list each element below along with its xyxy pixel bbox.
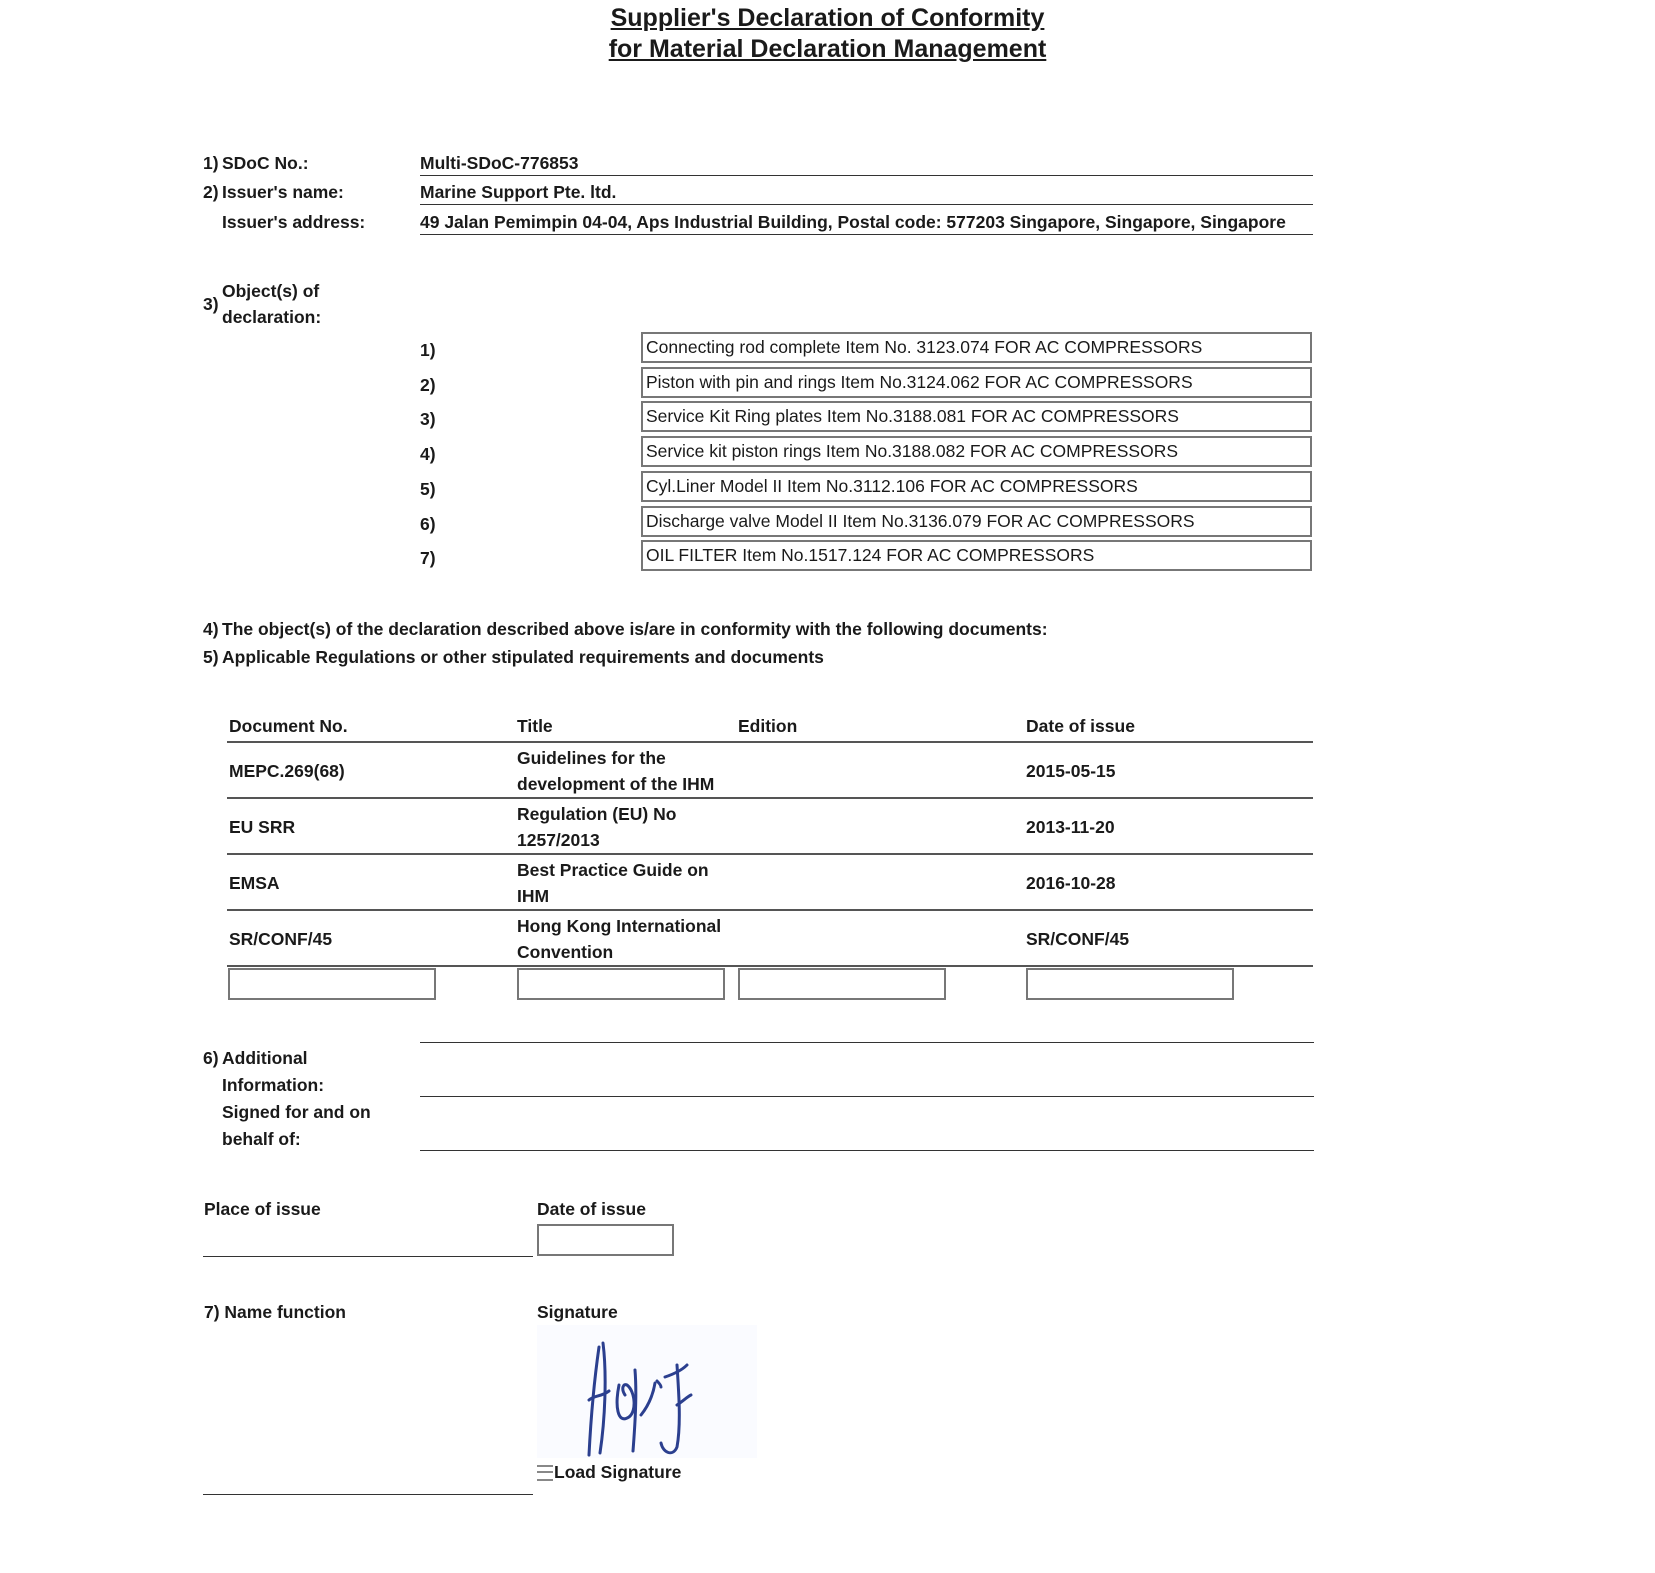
- table-divider: [227, 797, 1313, 799]
- section-5-number: 5): [203, 647, 219, 667]
- document-title-line2: for Material Declaration Management: [608, 35, 1047, 63]
- new-document-no-input[interactable]: [228, 968, 436, 1000]
- table-divider: [227, 909, 1313, 911]
- issuer-name-value: Marine Support Pte. ltd.: [420, 182, 1313, 205]
- table-cell-doc-no: EMSA: [229, 873, 280, 893]
- objects-label-line2: declaration:: [222, 307, 322, 327]
- table-cell-doc-no: SR/CONF/45: [229, 929, 333, 949]
- additional-info-label-line1: Additional: [222, 1048, 308, 1068]
- table-cell-title-line1: Hong Kong International: [517, 916, 722, 936]
- table-divider: [227, 965, 1313, 967]
- signed-for-label-line1: Signed for and on: [222, 1102, 371, 1122]
- place-of-issue-field[interactable]: [203, 1232, 533, 1257]
- section-2-number: 2): [203, 182, 219, 202]
- object-field[interactable]: OIL FILTER Item No.1517.124 FOR AC COMPRESSORS: [641, 540, 1312, 571]
- column-header-edition: Edition: [738, 716, 798, 736]
- object-number: 6): [420, 514, 436, 534]
- signed-for-label-line2: behalf of:: [222, 1129, 301, 1149]
- new-date-input[interactable]: [1026, 968, 1234, 1000]
- name-function-label: 7) Name function: [204, 1302, 346, 1322]
- name-function-field[interactable]: [203, 1470, 533, 1495]
- object-number: 2): [420, 375, 436, 395]
- table-cell-title-line1: Guidelines for the: [517, 748, 666, 768]
- column-header-date: Date of issue: [1026, 716, 1135, 736]
- date-of-issue-label: Date of issue: [537, 1199, 646, 1219]
- objects-label-line1: Object(s) of: [222, 281, 320, 301]
- sdoc-no-value: Multi-SDoC-776853: [420, 153, 1313, 176]
- date-of-issue-input[interactable]: [537, 1224, 674, 1256]
- object-number: 1): [420, 340, 436, 360]
- object-field[interactable]: Cyl.Liner Model II Item No.3112.106 FOR AC COMPRESSORS: [641, 471, 1312, 502]
- table-cell-title-line2: IHM: [517, 886, 550, 906]
- handwritten-signature: [537, 1325, 757, 1458]
- table-cell-title-line2: Convention: [517, 942, 614, 962]
- conformity-statement: The object(s) of the declaration described above is/are in conformity with the following documents:: [222, 619, 1048, 639]
- additional-info-field-2[interactable]: [420, 1074, 1314, 1097]
- table-cell-date: 2016-10-28: [1026, 873, 1116, 893]
- issuer-address-value: 49 Jalan Pemimpin 04-04, Aps Industrial Building, Postal code: 577203 Singapore, Singapore, Singapore: [420, 212, 1313, 235]
- object-number: 5): [420, 479, 436, 499]
- object-field[interactable]: Service Kit Ring plates Item No.3188.081 FOR AC COMPRESSORS: [641, 401, 1312, 432]
- signature-image: [537, 1325, 757, 1458]
- issuer-name-label: Issuer's name:: [222, 182, 344, 202]
- signature-label: Signature: [537, 1302, 618, 1322]
- table-cell-doc-no: MEPC.269(68): [229, 761, 345, 781]
- section-4-number: 4): [203, 619, 219, 639]
- table-cell-date: 2015-05-15: [1026, 761, 1116, 781]
- place-of-issue-label: Place of issue: [204, 1199, 321, 1219]
- additional-info-label-line2: Information:: [222, 1075, 325, 1095]
- column-header-document-no: Document No.: [229, 716, 348, 736]
- column-header-title: Title: [517, 716, 553, 736]
- object-number: 4): [420, 444, 436, 464]
- object-field[interactable]: Service kit piston rings Item No.3188.082 FOR AC COMPRESSORS: [641, 436, 1312, 467]
- table-divider: [227, 741, 1313, 743]
- menu-lines-icon: [537, 1465, 553, 1481]
- object-field[interactable]: Discharge valve Model II Item No.3136.079 FOR AC COMPRESSORS: [641, 506, 1312, 537]
- section-1-number: 1): [203, 153, 219, 173]
- object-number: 3): [420, 409, 436, 429]
- regulations-heading: Applicable Regulations or other stipulated requirements and documents: [222, 647, 824, 667]
- section-3-number: 3): [203, 294, 219, 314]
- table-cell-doc-no: EU SRR: [229, 817, 296, 837]
- table-cell-date: SR/CONF/45: [1026, 929, 1130, 949]
- issuer-address-label: Issuer's address:: [222, 212, 366, 232]
- object-number: 7): [420, 548, 436, 568]
- document-title-line1: Supplier's Declaration of Conformity: [610, 4, 1045, 32]
- section-6-number: 6): [203, 1048, 219, 1068]
- table-cell-title-line2: development of the IHM: [517, 774, 715, 794]
- object-field[interactable]: Piston with pin and rings Item No.3124.062 FOR AC COMPRESSORS: [641, 367, 1312, 398]
- table-divider: [227, 853, 1313, 855]
- new-title-input[interactable]: [517, 968, 725, 1000]
- load-signature-button[interactable]: [537, 1462, 681, 1483]
- table-cell-title-line1: Regulation (EU) No: [517, 804, 677, 824]
- new-edition-input[interactable]: [738, 968, 946, 1000]
- signed-for-field[interactable]: [420, 1128, 1314, 1151]
- table-cell-title-line2: 1257/2013: [517, 830, 600, 850]
- table-cell-date: 2013-11-20: [1026, 817, 1115, 837]
- sdoc-no-label: SDoC No.:: [222, 153, 309, 173]
- table-cell-title-line1: Best Practice Guide on: [517, 860, 709, 880]
- object-field[interactable]: Connecting rod complete Item No. 3123.074 FOR AC COMPRESSORS: [641, 332, 1312, 363]
- load-signature-label: Load Signature: [554, 1462, 682, 1482]
- additional-info-field-1[interactable]: [420, 1020, 1314, 1043]
